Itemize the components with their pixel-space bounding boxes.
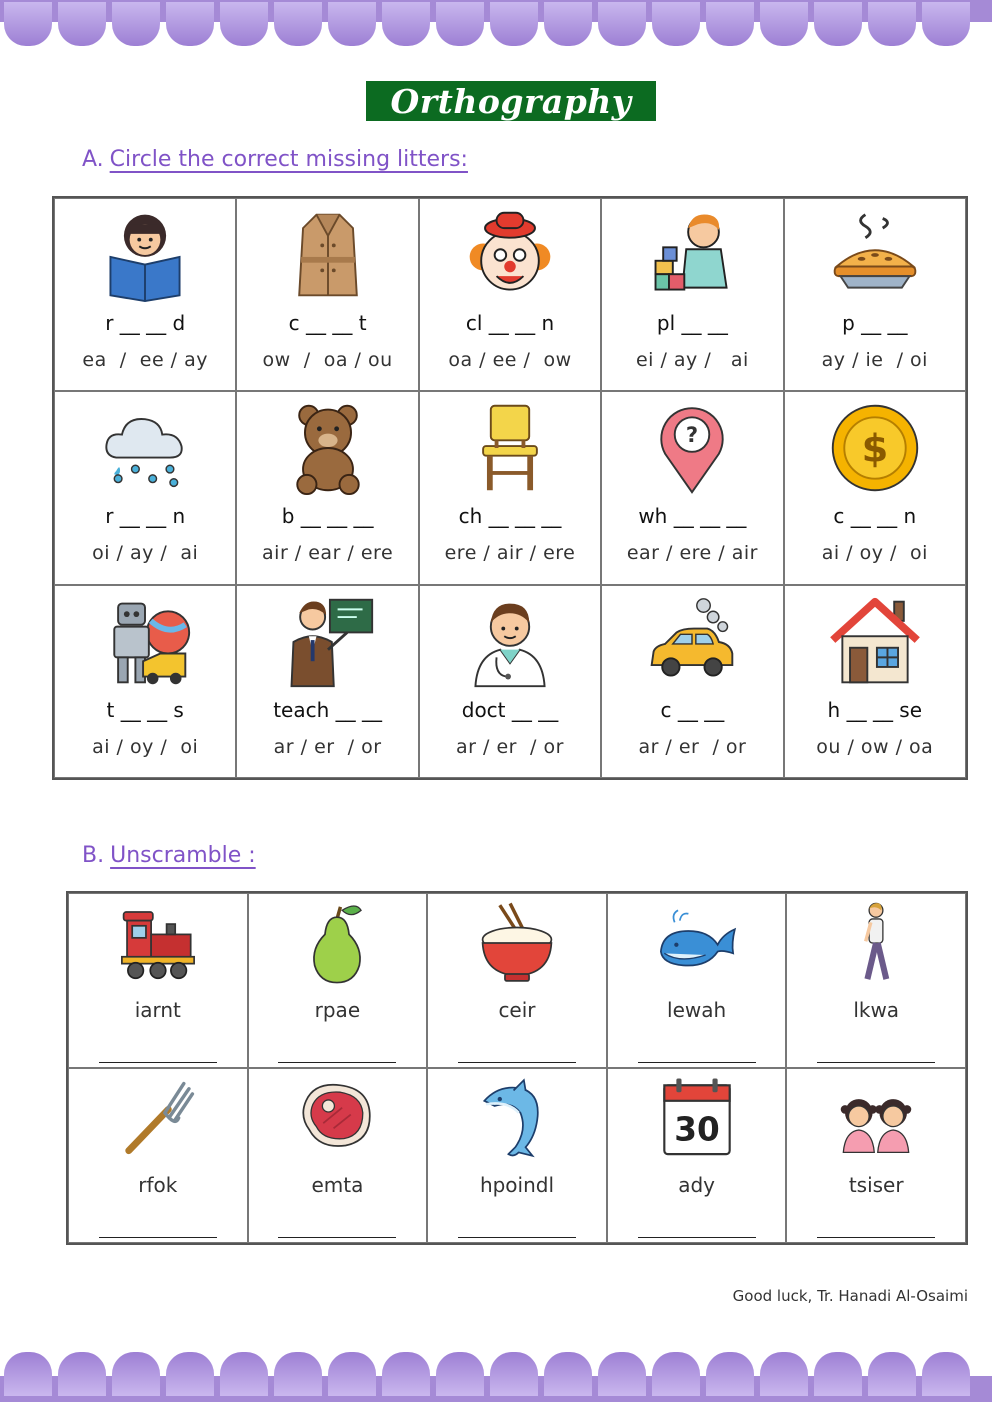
border-scallop <box>868 1352 916 1396</box>
border-scallop <box>760 2 808 46</box>
calendar-icon <box>652 1075 742 1161</box>
border-scallop <box>4 2 52 46</box>
border-scallop <box>436 2 484 46</box>
clown-icon <box>462 207 558 303</box>
border-scallop <box>490 2 538 46</box>
word-puzzle: b __ __ __ <box>281 504 374 529</box>
scrambled-word: iarnt <box>134 998 181 1022</box>
border-scallop <box>598 1352 646 1396</box>
word-puzzle: c __ __ <box>660 697 725 722</box>
border-scallop <box>220 2 268 46</box>
table-a-cell <box>236 198 418 391</box>
table-b-cell <box>248 893 428 1068</box>
table-a-cell <box>236 585 418 778</box>
answer-line[interactable] <box>99 1062 217 1063</box>
word-puzzle: p __ __ <box>842 311 908 335</box>
fork-icon <box>113 1075 203 1161</box>
letter-options[interactable]: ear / ere / air <box>626 542 758 565</box>
bottom-decorative-border <box>0 1350 992 1402</box>
doctor-icon <box>462 594 558 690</box>
missing-letters-table <box>52 196 968 780</box>
border-scallop <box>58 1352 106 1396</box>
border-scallop <box>544 2 592 46</box>
walking-boy-icon <box>831 900 921 986</box>
letter-options[interactable]: ai / oy / oi <box>92 735 199 758</box>
border-scallop <box>274 1352 322 1396</box>
table-a-cell <box>236 391 418 584</box>
letter-options[interactable]: ar / er / or <box>273 735 382 758</box>
car-icon <box>644 594 740 690</box>
answer-line[interactable] <box>278 1062 396 1063</box>
table-b-cell <box>68 1068 248 1243</box>
scrambled-word: lewah <box>667 998 727 1022</box>
top-decorative-border <box>0 0 992 50</box>
answer-line[interactable] <box>638 1237 756 1238</box>
table-b-cell <box>786 893 966 1068</box>
section-a-letter: A. <box>82 147 104 172</box>
pear-icon <box>292 900 382 986</box>
train-icon <box>113 900 203 986</box>
scrambled-word: ceir <box>498 998 536 1022</box>
word-puzzle: h __ __ se <box>827 697 923 722</box>
border-scallop <box>814 2 862 46</box>
title-text: Orthography <box>390 81 632 121</box>
border-scallop <box>814 1352 862 1396</box>
letter-options[interactable]: ar / er / or <box>638 735 747 758</box>
boy-playing-blocks-icon <box>644 207 740 303</box>
meat-icon <box>292 1075 382 1161</box>
table-a-cell <box>601 585 783 778</box>
border-scallop <box>706 1352 754 1396</box>
scrambled-word: lkwa <box>853 998 900 1022</box>
answer-line[interactable] <box>458 1062 576 1063</box>
letter-options[interactable]: ea / ee / ay <box>82 349 209 371</box>
letter-options[interactable]: ow / oa / ou <box>262 349 393 371</box>
word-puzzle: cl __ __ n <box>465 311 555 335</box>
scrambled-word: tsiser <box>848 1173 904 1197</box>
rain-cloud-icon <box>97 400 193 496</box>
border-scallop <box>328 1352 376 1396</box>
scrambled-word: hpoindl <box>479 1173 555 1197</box>
section-a-instruction: Circle the correct missing litters: <box>109 147 468 172</box>
table-b-cell <box>427 1068 607 1243</box>
letter-options[interactable]: ou / ow / oa <box>816 735 934 758</box>
letter-options[interactable]: air / ear / ere <box>262 542 394 565</box>
scrambled-word: rfok <box>138 1173 178 1197</box>
word-puzzle: doct __ __ <box>461 697 559 722</box>
table-a-cell <box>419 198 601 391</box>
pie-icon <box>827 207 923 303</box>
whale-icon <box>652 900 742 986</box>
word-puzzle: ch __ __ __ <box>458 504 562 529</box>
scrambled-word: emta <box>311 1173 364 1197</box>
border-scallop <box>382 2 430 46</box>
table-b-cell <box>607 893 787 1068</box>
border-scallop <box>652 1352 700 1396</box>
border-scallop <box>490 1352 538 1396</box>
word-puzzle: wh __ __ __ <box>638 504 747 529</box>
border-scallop <box>706 2 754 46</box>
answer-line[interactable] <box>638 1062 756 1063</box>
border-scallop <box>4 1352 52 1396</box>
letter-options[interactable]: ere / air / ere <box>444 542 576 565</box>
letter-options[interactable]: ai / oy / oi <box>821 542 928 565</box>
rice-bowl-icon <box>472 900 562 986</box>
table-a-cell <box>784 198 966 391</box>
letter-options[interactable]: ay / ie / oi <box>821 349 928 371</box>
border-scallop <box>382 1352 430 1396</box>
border-scallop <box>274 2 322 46</box>
word-puzzle: r __ __ d <box>105 311 186 335</box>
teddy-bear-icon <box>280 400 376 496</box>
table-a-cell <box>601 198 783 391</box>
worksheet-title <box>366 81 656 121</box>
table-a-cell <box>54 585 236 778</box>
letter-options[interactable]: ar / er / or <box>456 735 564 758</box>
word-puzzle: pl __ __ <box>656 311 728 335</box>
scrambled-word: rpae <box>314 998 361 1022</box>
border-scallop <box>166 2 214 46</box>
svg-text:$: $ <box>861 426 889 472</box>
border-scallop <box>436 1352 484 1396</box>
word-puzzle: teach __ __ <box>273 697 382 722</box>
toys-icon <box>97 594 193 690</box>
dollar-coin-icon <box>827 400 923 496</box>
location-question-icon <box>644 400 740 496</box>
letter-options[interactable]: ei / ay / ai <box>635 349 749 371</box>
word-puzzle: c __ __ n <box>833 504 917 529</box>
section-b-heading <box>82 843 256 868</box>
girl-reading-icon <box>97 207 193 303</box>
table-a-cell <box>784 391 966 584</box>
table-a-cell <box>419 391 601 584</box>
border-scallop <box>868 2 916 46</box>
answer-line[interactable] <box>99 1237 217 1238</box>
answer-line[interactable] <box>817 1062 935 1063</box>
teacher-icon <box>280 594 376 690</box>
section-b-instruction: Unscramble : <box>110 843 256 868</box>
table-b-cell <box>786 1068 966 1243</box>
answer-line[interactable] <box>817 1237 935 1238</box>
table-a-cell <box>601 391 783 584</box>
border-scallop <box>652 2 700 46</box>
border-scallop <box>58 2 106 46</box>
unscramble-table <box>66 891 968 1245</box>
section-a-heading <box>82 147 468 172</box>
border-scallop <box>922 1352 970 1396</box>
table-a-cell <box>54 391 236 584</box>
word-puzzle: t __ __ s <box>106 697 184 722</box>
table-b-cell <box>427 893 607 1068</box>
footer-note: Good luck, Tr. Hanadi Al-Osaimi <box>732 1287 968 1305</box>
table-a-cell <box>54 198 236 391</box>
table-a-cell <box>419 585 601 778</box>
word-puzzle: c __ __ t <box>288 311 367 335</box>
calendar-day-number: 30 <box>673 1110 720 1149</box>
border-scallop <box>598 2 646 46</box>
coat-icon <box>280 207 376 303</box>
border-scallop <box>166 1352 214 1396</box>
table-a-cell <box>784 585 966 778</box>
border-scallop <box>220 1352 268 1396</box>
answer-line[interactable] <box>278 1237 396 1238</box>
border-scallop <box>922 2 970 46</box>
border-scallop <box>544 1352 592 1396</box>
scrambled-word: ady <box>678 1173 715 1197</box>
svg-text:?: ? <box>686 422 699 448</box>
dolphin-icon <box>472 1075 562 1161</box>
word-puzzle: r __ __ n <box>105 504 186 529</box>
table-b-cell <box>68 893 248 1068</box>
answer-line[interactable] <box>458 1237 576 1238</box>
table-b-cell <box>248 1068 428 1243</box>
border-scallop <box>112 1352 160 1396</box>
table-b-cell <box>607 1068 787 1243</box>
border-scallop <box>328 2 376 46</box>
house-icon <box>827 594 923 690</box>
sisters-icon <box>831 1075 921 1161</box>
letter-options[interactable]: oa / ee / ow <box>448 349 572 371</box>
border-scallop <box>112 2 160 46</box>
chair-icon <box>462 400 558 496</box>
border-scallop <box>760 1352 808 1396</box>
letter-options[interactable]: oi / ay / ai <box>92 542 199 565</box>
section-b-letter: B. <box>82 843 105 868</box>
